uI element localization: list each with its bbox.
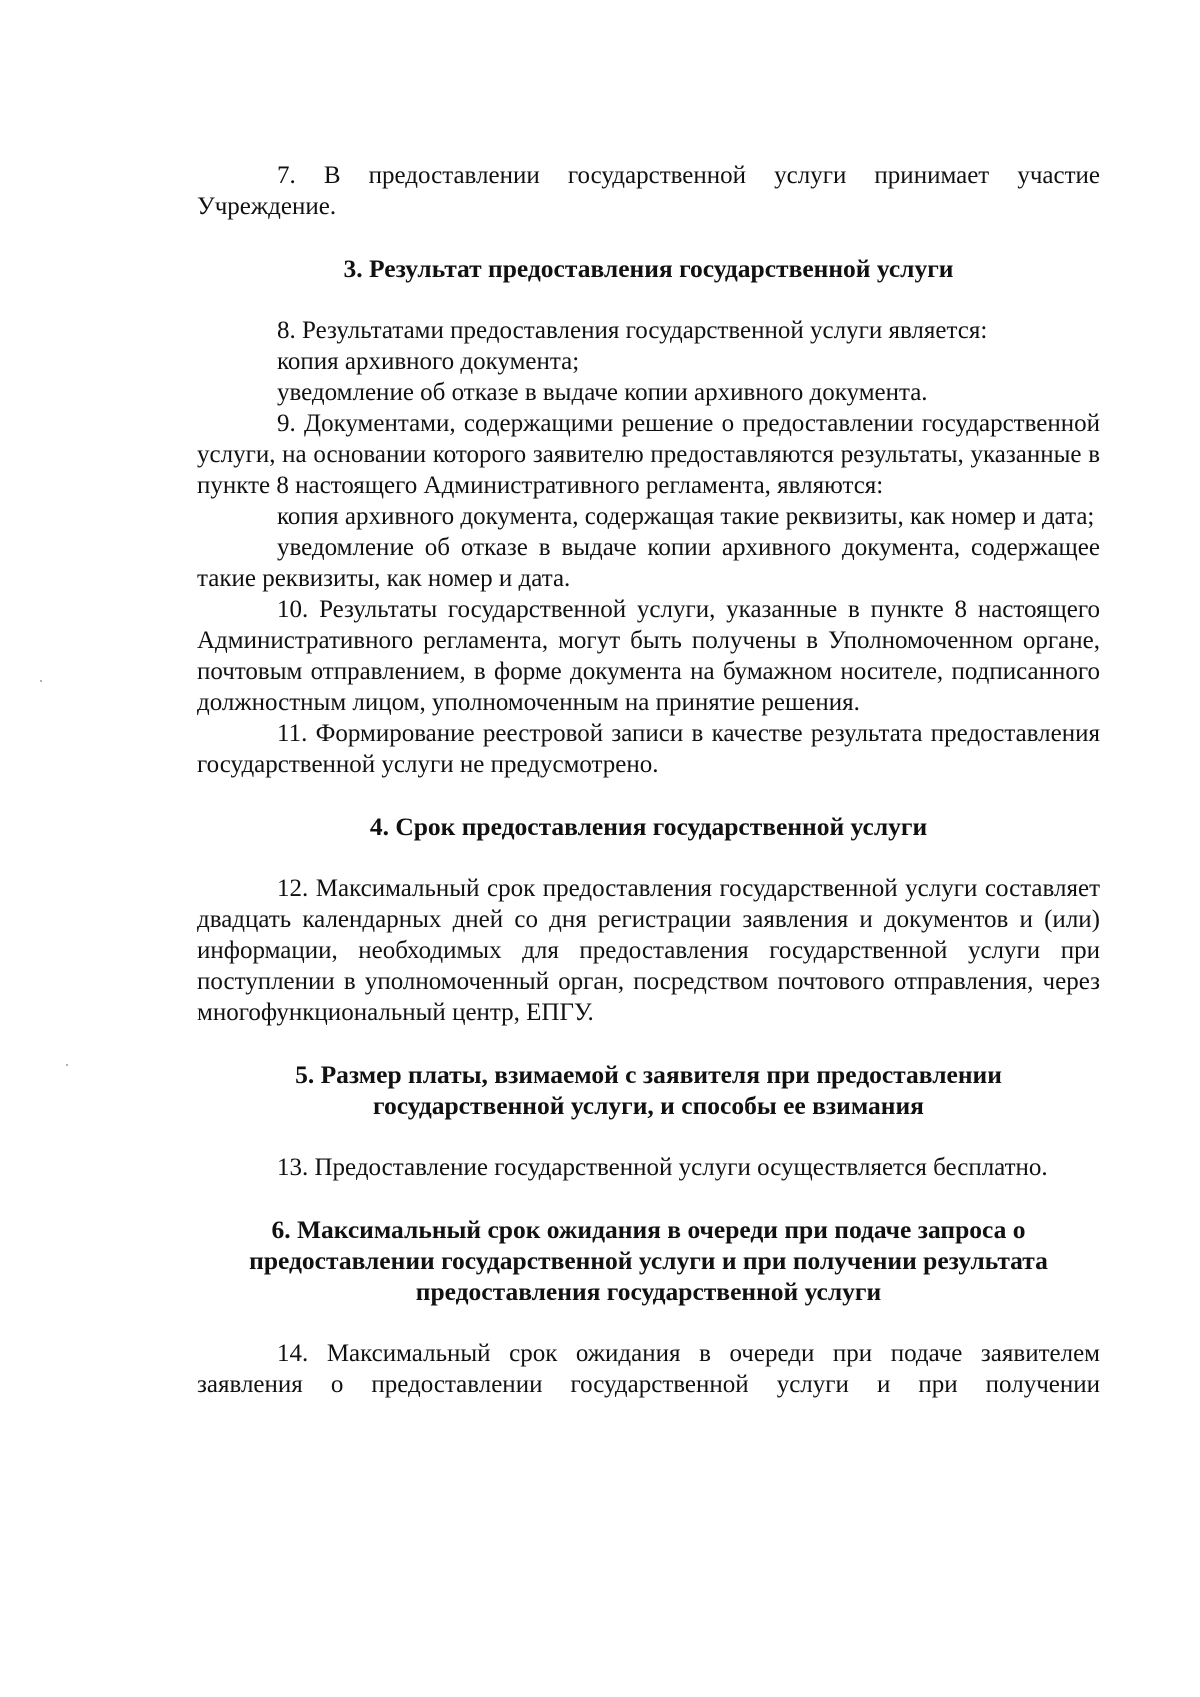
section-heading-4: 4. Срок предоставления государственной услуги <box>369 812 928 841</box>
paragraph-10: 10. Результаты государственной услуги, указанные в пункте 8 настоящего Административного регламента, могут быть получены в Уполномоченном органе, почтовым отправлением, в форме документа на бумажном носителе, подписанного должностным лицом, уполномоченным на принятие решения. <box>197 596 1100 716</box>
paragraph-13: 13. Предоставление государственной услуги осуществляется бесплатно. <box>277 1154 1048 1181</box>
section-heading-5-line-2: государственной услуги, и способы ее взимания <box>373 1091 924 1120</box>
paragraph-7: 7. В предоставлении государственной услуги принимает участие Учреждение. <box>197 162 1100 220</box>
paragraph-8: 8. Результатами предоставления государственной услуги является: <box>277 317 988 344</box>
section-heading-6-line-1: 6. Максимальный срок ожидания в очереди при подаче запроса о <box>271 1215 1026 1244</box>
paragraph-14: 14. Максимальный срок ожидания в очереди при подаче заявителем заявления о предоставлении государственной услуги и при получении <box>197 1340 1100 1398</box>
paragraph-12: 12. Максимальный срок предоставления государственной услуги составляет двадцать календарных дней со дня регистрации заявления и документов и (или) информации, необходимых для предоставления государственной услуги при поступлении в уполномоченный орган, посредством почтового отправления, через многофункциональный центр, ЕПГУ. <box>197 875 1100 1026</box>
document-body <box>197 160 1100 1400</box>
paragraph-8-item-1: копия архивного документа; <box>277 348 580 375</box>
section-heading-6-line-2: предоставлении государственной услуги и при получении результата <box>249 1246 1048 1275</box>
paragraph-9-item-2: уведомление об отказе в выдаче копии архивного документа, содержащее такие реквизиты, как номер и дата. <box>197 534 1100 592</box>
scan-speck <box>40 680 42 682</box>
section-heading-3: 3. Результат предоставления государственной услуги <box>343 254 954 283</box>
paragraph-8-item-2: уведомление об отказе в выдаче копии архивного документа. <box>277 379 928 406</box>
paragraph-9-item-1: копия архивного документа, содержащая такие реквизиты, как номер и дата; <box>277 503 1095 530</box>
paragraph-9: 9. Документами, содержащими решение о предоставлении государственной услуги, на основании которого заявителю предоставляются результаты, указанные в пункте 8 настоящего Административного регламента, являются: <box>197 410 1100 499</box>
section-heading-6-line-3: предоставления государственной услуги <box>415 1277 882 1306</box>
paragraph-11: 11. Формирование реестровой записи в качестве результата предоставления государственной услуги не предусмотрено. <box>197 720 1100 778</box>
section-heading-5-line-1: 5. Размер платы, взимаемой с заявителя при предоставлении <box>295 1060 1002 1089</box>
scan-speck <box>66 1064 68 1066</box>
